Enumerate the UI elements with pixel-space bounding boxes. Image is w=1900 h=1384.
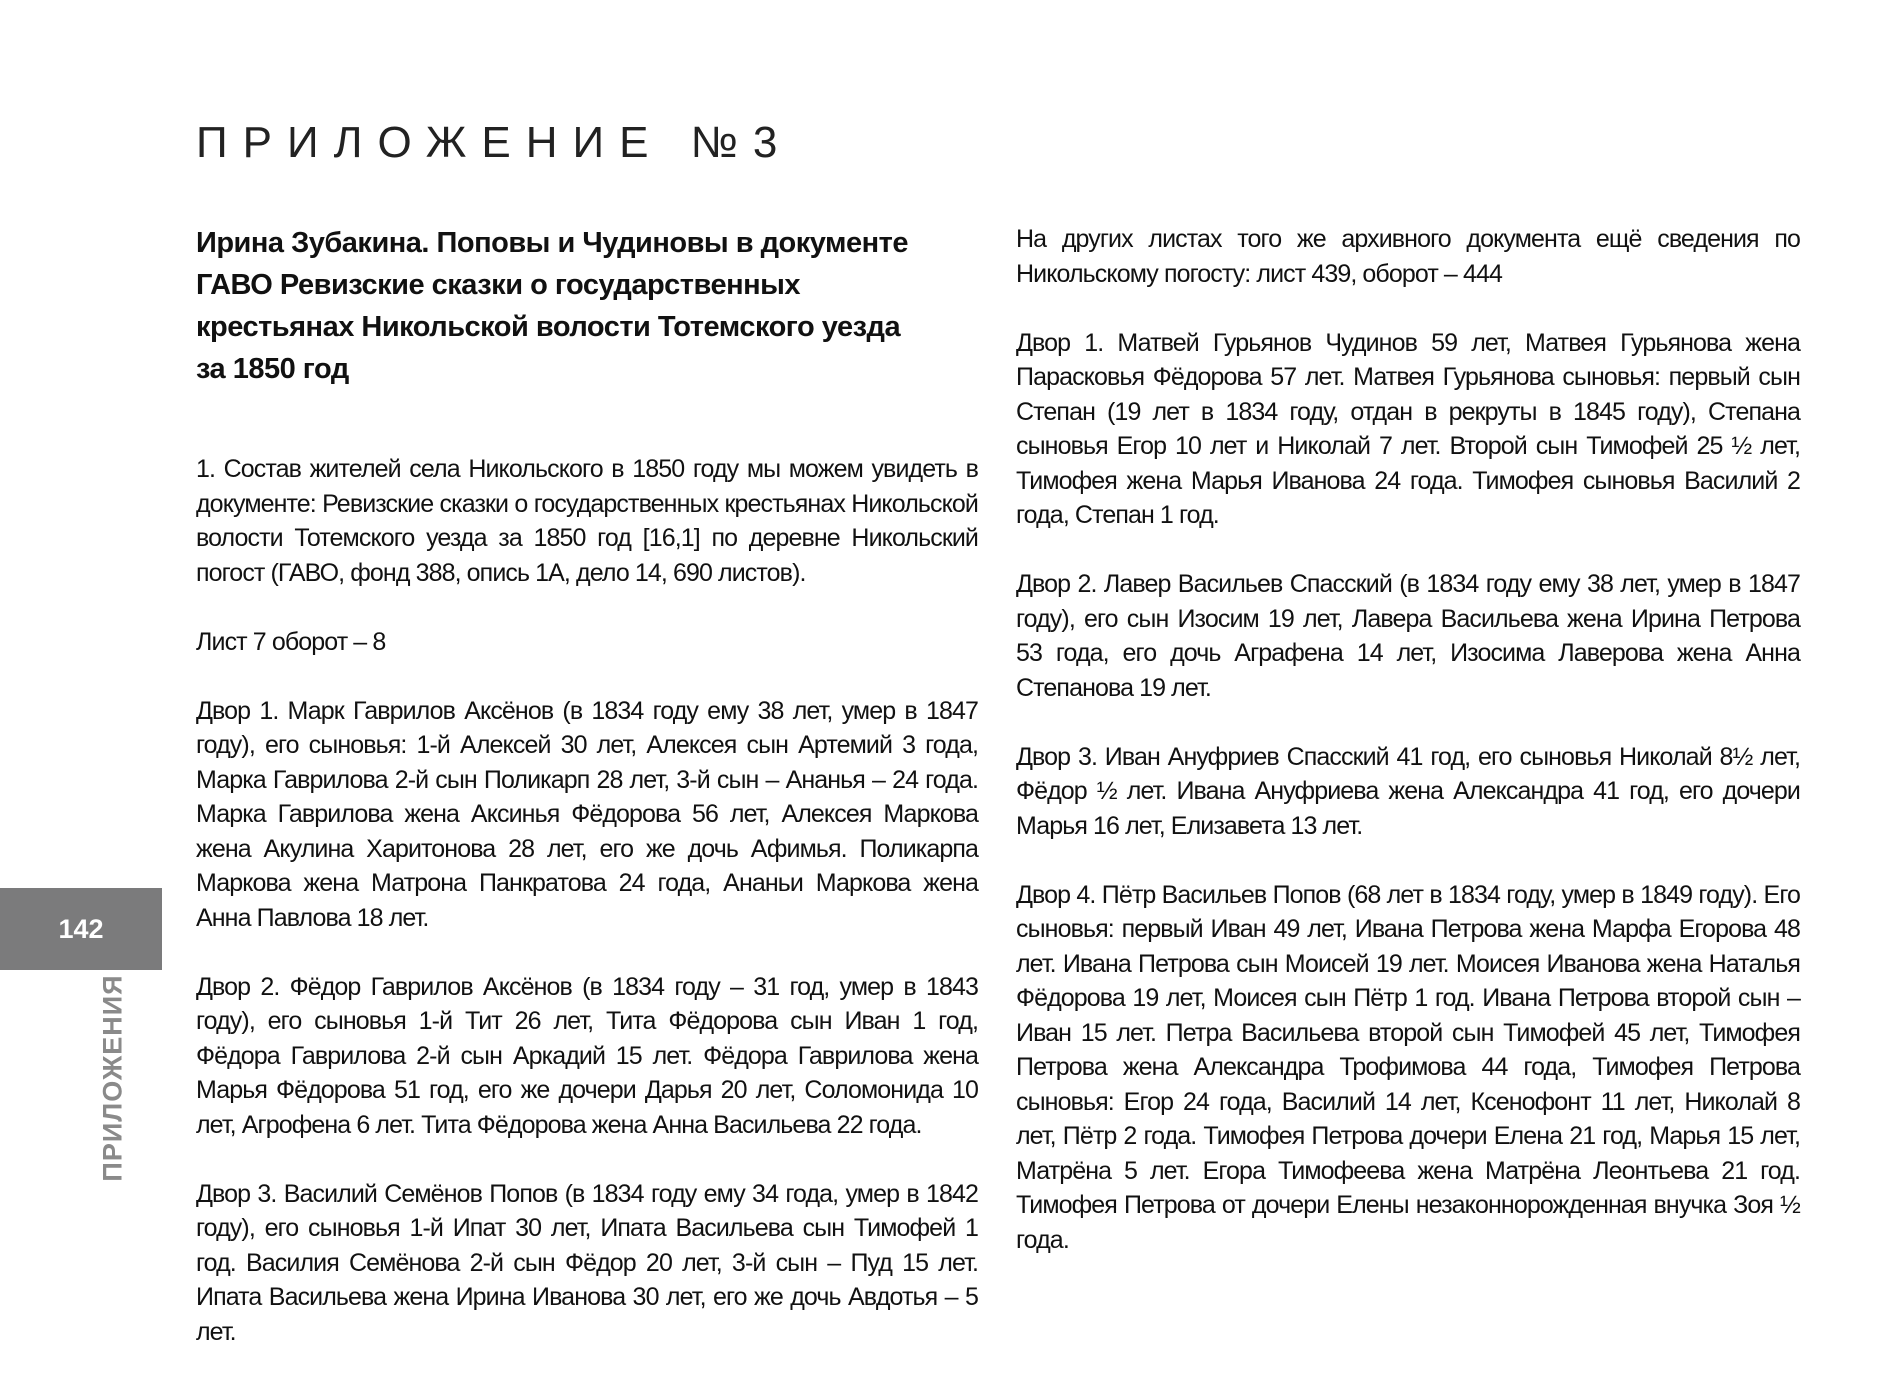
page-number: 142	[58, 913, 104, 944]
paragraph-household-3: Двор 3. Василий Семёнов Попов (в 1834 году ему 34 года, умер в 1842 году), его сыновья 1-й Ипат 30 лет, Ипата Васильева сын Тимофей 1 год. Василия Семёнова 2-й сын Фёдор 20 лет, 3-й сын – Пуд 15 лет. Ипата Васильева жена Ирина Иванова 30 лет, его же дочь Авдотья – 5 лет.	[196, 1179, 978, 1346]
section-label: ПРИЛОЖЕНИЯ	[97, 974, 128, 1182]
paragraph-household-3: Двор 3. Иван Ануфриев Спасский 41 год, его сыновья Николай 8½ лет, Фёдор ½ лет. Ивана Ануфриева жена Александра 41 год, его дочери Марья 16 лет, Елизавета 13 лет.	[1016, 742, 1800, 840]
page-number-tab	[0, 888, 162, 970]
paragraph-household-1: Двор 1. Матвей Гурьянов Чудинов 59 лет, Матвея Гурьянова жена Парасковья Фёдорова 57 лет. Матвея Гурьянова сыновья: первый сын Степан (19 лет в 1834 году, отдан в рекруты в 1845 году), Степана сыновья Егор 10 лет и Николай 7 лет. Второй сын Тимофей 25 ½ лет, Тимофея жена Марья Иванова 24 года. Тимофея сыновья Василий 2 года, Степан 1 год.	[1016, 328, 1800, 529]
paragraph-household-1: Двор 1. Марк Гаврилов Аксёнов (в 1834 году ему 38 лет, умер в 1847 году), его сыновья: 1-й Алексей 30 лет, Алексея сын Артемий 3 года, Марка Гаврилова 2-й сын Поликарп 28 лет, 3-й сын – Ананья – 24 года. Марка Гаврилова жена Аксинья Фёдорова 56 лет, Алексея Маркова жена Акулина Харитонова 28 лет, его же дочь Афимья. Поликарпа Маркова жена Матрона Панкратова 24 года, Ананьи Маркова жена Анна Павлова 18 лет.	[196, 696, 978, 932]
right-column	[1016, 222, 1800, 1292]
paragraph-household-2: Двор 2. Лавер Васильев Спасский (в 1834 году ему 38 лет, умер в 1847 году), его сын Изосим 19 лет, Лавера Васильева жена Ирина Петрова 53 года, его дочь Аграфена 14 лет, Изосима Лаверова жена Анна Степанова 19 лет.	[1016, 570, 1800, 702]
paragraph-household-2: Двор 2. Фёдор Гаврилов Аксёнов (в 1834 году – 31 год, умер в 1843 году), его сыновья 1-й Тит 26 лет, Тита Фёдорова сын Иван 1 год, Фёдора Гаврилова 2-й сын Аркадий 15 лет. Фёдора Гаврилова жена Марья Фёдорова 51 год, его же дочери Дарья 20 лет, Соломонида 10 лет, Агрофена 6 лет. Тита Фёдорова жена Анна Васильева 22 года.	[196, 972, 978, 1139]
article-title: Ирина Зубакина. Поповы и Чудиновы в документе ГАВО Ревизские сказки о государственных крестьянах Никольской волости Тотемского уезда за 1850 год	[196, 227, 908, 385]
paragraph-intro: 1. Состав жителей села Никольского в 1850 году мы можем увидеть в документе: Ревизские сказки о государственных крестьянах Никольской волости Тотемского уезда за 1850 год [16,1] по деревне Никольский погост (ГАВО, фонд 388, опись 1А, дело 14, 690 листов).	[196, 455, 978, 587]
paragraph-sheet-ref: Лист 7 оборот – 8	[196, 627, 386, 656]
left-column	[196, 222, 978, 1384]
appendix-heading: ПРИЛОЖЕНИЕ №3	[196, 118, 793, 167]
paragraph-other-sheets: На других листах того же архивного документа ещё сведения по Никольскому погосту: лист 439, оборот – 444	[1016, 225, 1800, 288]
paragraph-household-4: Двор 4. Пётр Васильев Попов (68 лет в 1834 году, умер в 1849 году). Его сыновья: первый Иван 49 лет, Ивана Петрова жена Марфа Егорова 48 лет. Ивана Петрова сын Моисей 19 лет. Моисея Иванова жена Наталья Фёдорова 19 лет, Моисея сын Пётр 1 год. Ивана Петрова второй сын – Иван 15 лет. Петра Васильева второй сын Тимофей 45 лет, Тимофея Петрова жена Александра Трофимова 44 года, Тимофея Петрова сыновья: Егор 24 года, Василий 14 лет, Ксенофонт 11 лет, Николай 8 лет, Пётр 2 года. Тимофея Петрова дочери Елена 21 год, Марья 15 лет, Матрёна 5 лет. Егора Тимофеева жена Матрёна Леонтьева 21 год. Тимофея Петрова от дочери Елены незаконнорожденная внучка Зоя ½ года.	[1016, 880, 1800, 1254]
